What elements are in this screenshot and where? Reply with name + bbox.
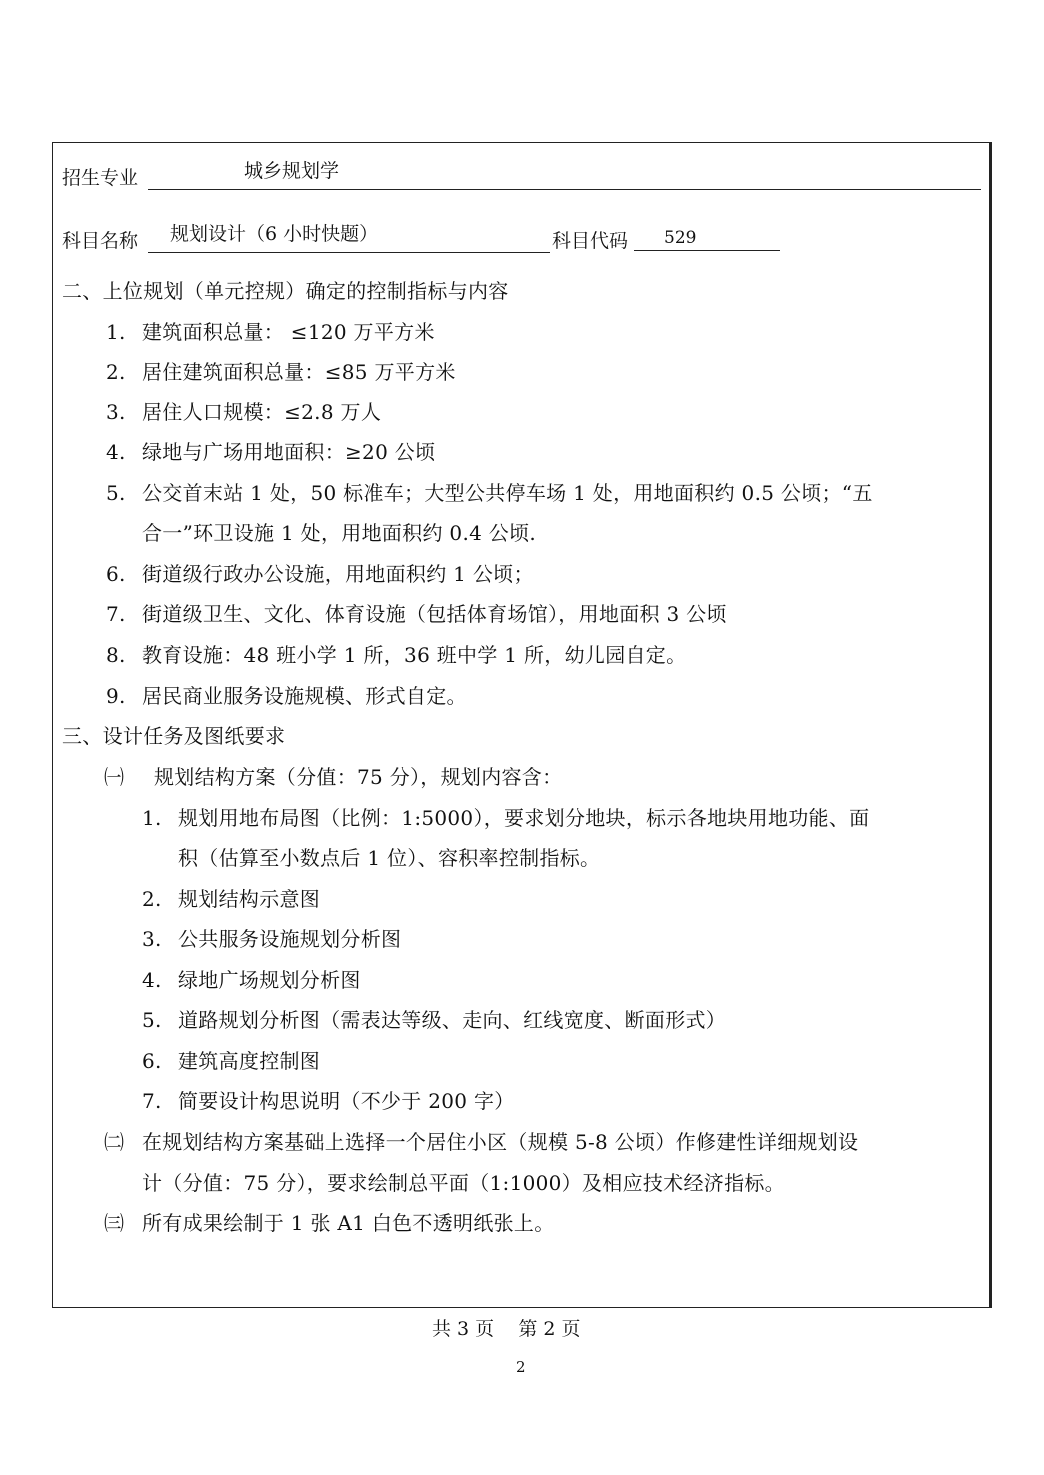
page-number: 2 [516,1358,526,1376]
item-text: 街道级行政办公设施，用地面积约 1 公顷； [142,562,534,586]
item-number: 8. [106,643,126,667]
code-label: 科目代码 [552,230,629,252]
part2-paragraph [104,1126,858,1155]
list-item [142,802,869,831]
item-text: 居住人口规模：≤2.8 万人 [142,400,382,424]
part2-continuation: 计（分值：75 分），要求绘制总平面（1:1000）及相应技术经济指标。 [142,1171,785,1195]
item-text: 居住建筑面积总量：≤85 万平方米 [142,360,456,384]
item-number: 5. [106,481,126,505]
part1-mark: ㈠ [104,765,125,789]
item-number: 5. [142,1008,162,1032]
item-number: 9. [106,684,126,708]
list-item [142,1085,515,1114]
item-text: 公交首末站 1 处，50 标准车；大型公共停车场 1 处，用地面积约 0.5 公顷；“五 [142,481,873,505]
section2-title: 二、上位规划（单元控规）确定的控制指标与内容 [62,279,509,303]
item-text: 规划结构示意图 [178,887,321,911]
item-number: 4. [106,440,126,464]
item-text: 建筑高度控制图 [178,1049,321,1073]
list-item [106,558,534,587]
list-item [142,1045,320,1074]
item-number: 7. [142,1089,162,1113]
list-item-continuation: 积（估算至小数点后 1 位）、容积率控制指标。 [178,846,601,870]
item-text: 绿地广场规划分析图 [178,968,361,992]
list-item [142,964,361,993]
page-count: 共 3 页 第 2 页 [432,1318,581,1340]
item-text: 建筑面积总量： ≤120 万平方米 [142,320,435,344]
section3-title: 三、设计任务及图纸要求 [62,724,286,748]
part3-paragraph [104,1207,555,1236]
item-text: 教育设施：48 班小学 1 所，36 班中学 1 所，幼儿园自定。 [142,643,687,667]
major-label: 招生专业 [62,167,139,189]
item-number: 6. [106,562,126,586]
code-underline [634,250,780,251]
subject-value: 规划设计（6 小时快题） [170,223,379,245]
major-value: 城乡规划学 [244,160,340,182]
item-text: 简要设计构思说明（不少于 200 字） [178,1089,515,1113]
part3-text: 所有成果绘制于 1 张 A1 白色不透明纸张上。 [142,1211,555,1235]
item-text: 规划用地布局图（比例：1:5000），要求划分地块，标示各地块用地功能、面 [178,806,870,830]
item-number: 1. [106,320,126,344]
major-underline [148,189,981,190]
item-number: 2. [142,887,162,911]
list-item [106,436,435,465]
list-item [106,639,686,668]
code-value: 529 [664,228,697,248]
list-item [106,356,456,385]
item-text: 居民商业服务设施规模、形式自定。 [142,684,467,708]
list-item [142,883,320,912]
part1-heading [104,761,562,790]
part2-text: 在规划结构方案基础上选择一个居住小区（规模 5-8 公顷）作修建性详细规划设 [142,1130,859,1154]
item-text: 道路规划分析图（需表达等级、走向、红线宽度、断面形式） [178,1008,727,1032]
item-text: 绿地与广场用地面积：≥20 公顷 [142,440,436,464]
item-number: 4. [142,968,162,992]
part1-title: 规划结构方案（分值：75 分），规划内容含： [154,765,563,789]
list-item [106,316,435,345]
item-number: 3. [106,400,126,424]
item-number: 7. [106,602,126,626]
item-number: 6. [142,1049,162,1073]
list-item [106,396,381,425]
list-item [142,923,401,952]
list-item [106,680,467,709]
part2-mark: ㈡ [104,1130,125,1154]
item-number: 1. [142,806,162,830]
list-item [106,598,727,627]
item-number: 2. [106,360,126,384]
item-text: 公共服务设施规划分析图 [178,927,402,951]
part3-mark: ㈢ [104,1211,125,1235]
item-number: 3. [142,927,162,951]
list-item-continuation: 合一”环卫设施 1 处，用地面积约 0.4 公顷. [142,521,537,545]
subject-label: 科目名称 [62,230,139,252]
subject-underline [148,252,550,253]
list-item [142,1004,726,1033]
item-text: 街道级卫生、文化、体育设施（包括体育场馆），用地面积 3 公顷 [142,602,727,626]
list-item [106,477,873,506]
